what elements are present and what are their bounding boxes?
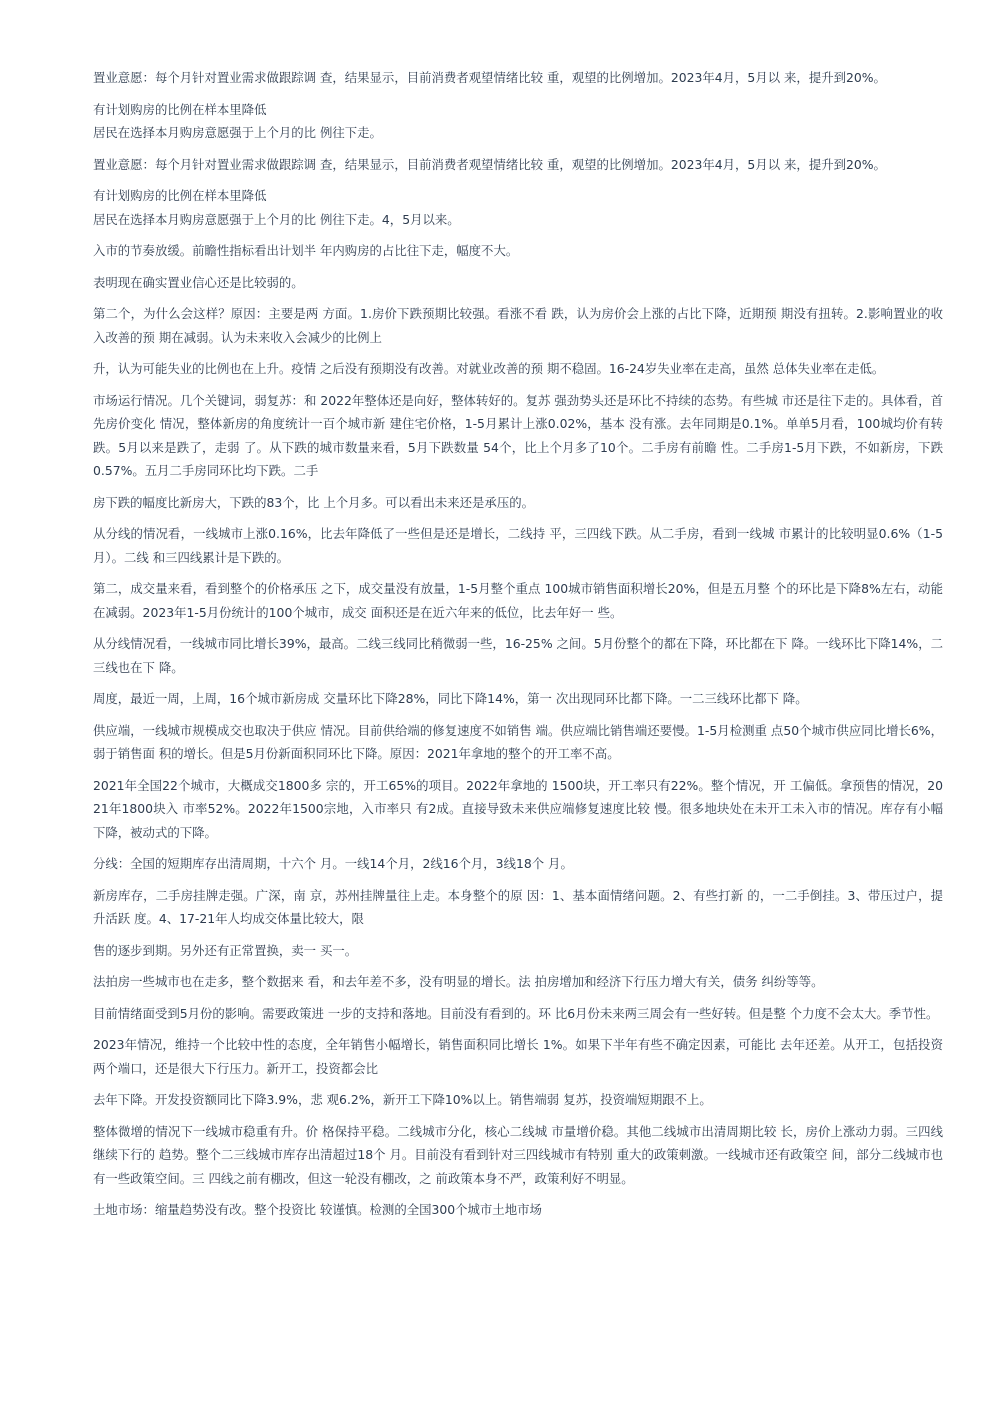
paragraph: 从分线的情况看，一线城市上涨0.16%，比去年降低了一些但是还是增长，二线持 平，三四线下跌。从二手房，看到一线城 市累计的比较明显0.6%（1-5月）。二线 和三四线累计是下跌的。 [93, 526, 943, 565]
paragraph: 表明现在确实置业信心还是比较弱的。 [93, 274, 304, 290]
paragraph: 去年下降。开发投资额同比下降3.9%，悲 观6.2%，新开工下降10%以上。销售端弱 复苏，投资端短期跟不上。 [93, 1092, 712, 1107]
paragraph: 法拍房一些城市也在走多，整个数据来 看，和去年差不多，没有明显的增长。法 拍房增加和经济下行压力增大有关，债务 纠纷等等。 [93, 974, 824, 989]
paragraph: 入市的节奏放缓。前瞻性指标看出计划半 年内购房的占比往下走，幅度不大。 [93, 243, 519, 258]
paragraph: 居民在选择本月购房意愿强于上个月的比 例往下走。 [93, 125, 382, 140]
paragraph: 新房库存，二手房挂牌走强。广深，南 京，苏州挂牌量往上走。本身整个的原 因：1、基本面情绪问题。2、有些打新 的，一二手倒挂。3、带压过户，提升活跃 度。4、17-21年人均成交体量比较大，限 [93, 887, 943, 926]
paragraph: 2021年全国22个城市，大概成交1800多 宗的，开工65%的项目。2022年拿地的 1500块，开工率只有22%。整个情况，开 工偏低。拿预售的情况，2021年1800块入 市率52%。2022年1500宗地，入市率只 有2成。直接导致未来供应端修复速度比较 慢。很多地块处在未开工未入市的情况。库存有小幅下降，被动式的下降。 [93, 777, 943, 840]
paragraph: 从分线情况看，一线城市同比增长39%，最高。二线三线同比稍微弱一些，16-25% 之间。5月份整个的都在下降，环比都在下 降。一线环比下降14%，二三线也在下 降。 [93, 636, 943, 675]
paragraph: 供应端，一线城市规模成交也取决于供应 情况。目前供给端的修复速度不如销售 端。供应端比销售端还要慢。1-5月检测重 点50个城市供应同比增长6%，弱于销售面 积的增长。但是5月份新面积同环比下降。原因：2021年拿地的整个的开工率不高。 [93, 722, 943, 761]
paragraph: 整体微增的情况下一线城市稳重有升。价 格保持平稳。二线城市分化，核心二线城 市量增价稳。其他二线城市出清周期比较 长，房价上涨动力弱。三四线继续下行的 趋势。整个二三线城市库存出清超过18个 月。目前没有看到针对三四线城市有特别 重大的政策刺激。一线城市还有政策空 间，部分二线城市也有一些政策空间。三 四线之前有棚改，但这一轮没有棚改，之 前政策本身不严，政策利好不明显。 [93, 1123, 943, 1186]
paragraph: 市场运行情况。几个关键词，弱复苏：和 2022年整体还是向好，整体转好的。复苏 强劲势头还是环比不持续的态势。有些城 市还是往下走的。具体看，首先房价变化 情况，整体新房的角度统计一百个城市新 建住宅价格，1-5月累计上涨0.02%，基本 没有涨。去年同期是0.1%。单单5月看，100城均价有转跌。5月以来是跌了，走弱 了。从下跌的城市数量来看，5月下跌数量 54个，比上个月多了10个。二手房有前瞻 性。二手房1-5月下跌，不如新房，下跌 0.57%。五月二手房同环比均下跌。二手 [93, 392, 943, 478]
paragraph: 置业意愿：每个月针对置业需求做跟踪调 查，结果显示，目前消费者观望情绪比较 重，观望的比例增加。2023年4月，5月以 来，提升到20%。 [93, 70, 886, 85]
paragraph: 第二个，为什么会这样？原因：主要是两 方面。1.房价下跌预期比较强。看涨不看 跌，认为房价会上涨的占比下降，近期预 期没有扭转。2.影响置业的收入改善的预 期在减弱。认为未来收入会减少的比例上 [93, 306, 943, 345]
paragraph: 2023年情况，维持一个比较中性的态度，全年销售小幅增长，销售面积同比增长 1%。如果下半年有些不确定因素，可能比 去年还差。从开工，包括投资两个端口，还是很大下行压力。新开工，投资都会比 [93, 1037, 943, 1076]
paragraph: 房下跌的幅度比新房大，下跌的83个，比 上个月多。可以看出未来还是承压的。 [93, 494, 534, 510]
paragraph: 置业意愿：每个月针对置业需求做跟踪调 查，结果显示，目前消费者观望情绪比较 重，观望的比例增加。2023年4月，5月以 来，提升到20%。 [93, 156, 886, 172]
paragraph: 售的逐步到期。另外还有正常置换，卖一 买一。 [93, 942, 358, 958]
paragraph: 居民在选择本月购房意愿强于上个月的比 例往下走。4，5月以来。 [93, 211, 460, 227]
paragraph: 分线：全国的短期库存出清周期，十六个 月。一线14个月，2线16个月，3线18个 月。 [93, 856, 573, 871]
paragraph: 升，认为可能失业的比例也在上升。疫情 之后没有预期没有改善。对就业改善的预 期不稳固。16-24岁失业率在走高，虽然 总体失业率在走低。 [93, 361, 885, 376]
paragraph: 目前情绪面受到5月份的影响。需要政策进 一步的支持和落地。目前没有看到的。环 比6月份未来两三周会有一些好转。但是整 个力度不会太大。季节性。 [93, 1005, 939, 1021]
paragraph: 周度，最近一周，上周，16个城市新房成 交量环比下降28%，同比下降14%，第一 次出现同环比都下降。一二三线环比都下 降。 [93, 691, 808, 706]
document-body [93, 66, 943, 1230]
paragraph: 有计划购房的比例在样本里降低 [93, 188, 267, 203]
paragraph: 土地市场：缩量趋势没有改。整个投资比 较谨慎。检测的全国300个城市土地市场 [93, 1202, 542, 1217]
paragraph: 有计划购房的比例在样本里降低 [93, 101, 267, 117]
paragraph: 第二，成交量来看，看到整个的价格承压 之下，成交量没有放量，1-5月整个重点 100城市销售面积增长20%，但是五月整 个的环比是下降8%左右，动能在减弱。2023年1-5月份统计的100个城市，成交 面积还是在近六年来的低位，比去年好一 些。 [93, 581, 943, 620]
